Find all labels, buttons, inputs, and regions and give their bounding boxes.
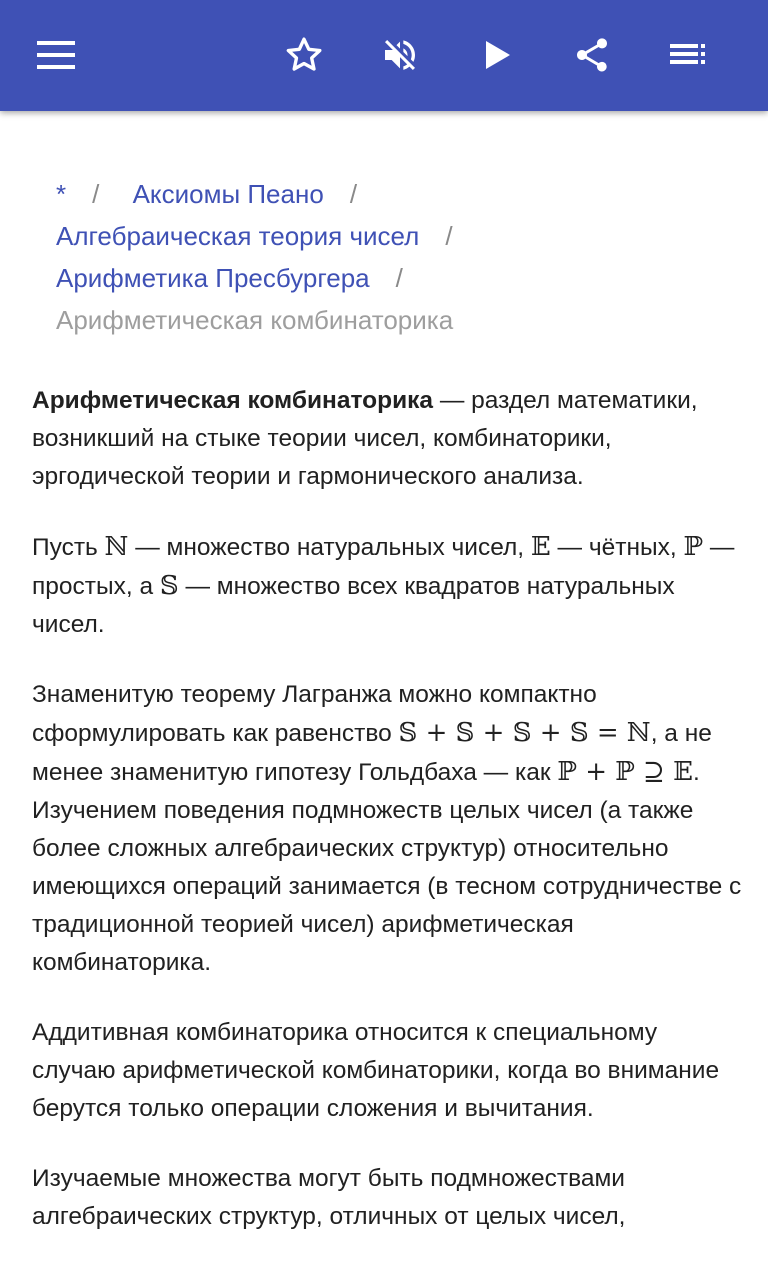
menu-icon — [37, 40, 75, 70]
share-button[interactable] — [568, 31, 616, 79]
breadcrumb — [56, 173, 736, 341]
math-symbol-evens: 𝔼 — [530, 532, 551, 562]
article-text: Пусть — [32, 534, 105, 561]
math-symbol-squares: 𝕊 — [159, 571, 179, 601]
article-text: , а не менее знаменитую гипотезу Гольдбаха — как — [32, 720, 712, 786]
breadcrumb-row — [56, 215, 736, 257]
breadcrumb-separator: / — [349, 179, 358, 209]
article-term: Арифметическая комбинаторика — [32, 387, 434, 414]
article-body — [32, 382, 742, 1268]
play-button[interactable] — [474, 31, 522, 79]
article-text: — чётных, — [550, 534, 684, 561]
article-text: — множество всех квадратов натуральных чисел. — [32, 573, 675, 638]
article-paragraph-lagrange — [32, 676, 742, 982]
menu-button[interactable] — [32, 31, 80, 79]
breadcrumb-current: Арифметическая комбинаторика — [56, 305, 454, 335]
math-symbol-primes: ℙ — [683, 532, 704, 562]
article-text: — раздел математики, возникший на стыке теории чисел, комбинаторики, эргодической теории и гармонического анализа. — [32, 387, 698, 490]
article-paragraph-intro — [32, 382, 742, 496]
breadcrumb-link-root[interactable]: * — [56, 179, 67, 209]
breadcrumb-link-algebraic-number-theory[interactable]: Алгебраическая теория чисел — [56, 221, 420, 251]
breadcrumb-separator: / — [92, 179, 100, 209]
article-paragraph-sets: Изучаемые множества могут быть подмножествами алгебраических структур, отличных от целых чисел, — [32, 1165, 626, 1230]
breadcrumb-row — [56, 173, 736, 215]
article-text: — простых, а — [32, 534, 735, 600]
article-paragraph-definitions — [32, 528, 742, 644]
star-outline-icon — [284, 35, 324, 75]
share-icon — [572, 35, 612, 75]
math-formula-lagrange: 𝕊 + 𝕊 + 𝕊 + 𝕊 = ℕ — [398, 718, 651, 748]
breadcrumb-row — [56, 257, 736, 299]
volume-off-icon — [380, 35, 420, 75]
content-area — [0, 111, 768, 1280]
mute-button[interactable] — [376, 31, 424, 79]
math-symbol-naturals: ℕ — [104, 532, 129, 562]
article-text: — множество натуральных чисел, — [128, 534, 531, 561]
favorite-button[interactable] — [280, 31, 328, 79]
math-formula-goldbach: ℙ + ℙ ⊇ 𝔼 — [557, 757, 693, 787]
breadcrumb-row — [56, 299, 736, 341]
article-text: Знаменитую теорему Лагранжа можно компактно сформулировать как равенство — [32, 681, 597, 747]
playlist-button[interactable] — [664, 31, 712, 79]
article-paragraph-additive: Аддитивная комбинаторика относится к специальному случаю арифметической комбинаторики, когда во внимание берутся только операции сложения и вычитания. — [32, 1019, 720, 1122]
breadcrumb-separator: / — [395, 263, 403, 293]
article-text: . Изучением поведения подмножеств целых чисел (а также более сложных алгебраических структур) относительно имеющихся операций занимается (в тесном сотрудничестве с традиционной теорией чисел) арифметическая комбинаторика. — [32, 759, 742, 976]
breadcrumb-link-presburger-arithmetic[interactable]: Арифметика Пресбургера — [56, 263, 370, 293]
app-toolbar — [0, 0, 768, 111]
breadcrumb-link-peano-axioms[interactable]: Аксиомы Пеано — [132, 179, 324, 209]
playlist-icon — [668, 35, 708, 75]
play-icon — [484, 40, 512, 70]
breadcrumb-separator: / — [445, 221, 453, 251]
